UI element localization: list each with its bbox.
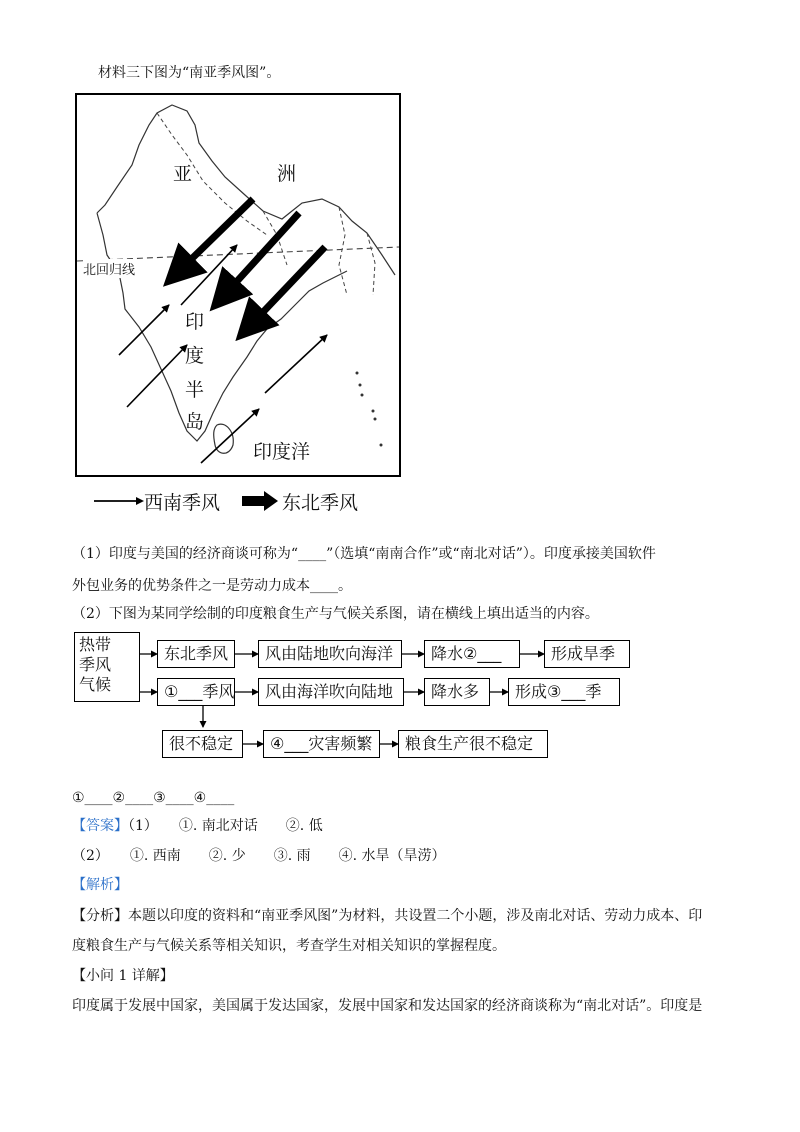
analysis-p1-tag: 【分析】 (72, 908, 128, 924)
box-unstable: 很不稳定 (162, 730, 243, 758)
material-intro: 材料三下图为“南亚季风图”。 (98, 65, 281, 81)
answer-tag: 【答案】 (72, 818, 128, 834)
climate-line-2: 季风 (79, 655, 112, 674)
borders (157, 113, 375, 295)
box-dry-season: 形成旱季 (544, 640, 630, 668)
answer-line1 (72, 817, 323, 835)
islands (356, 372, 383, 447)
box-rain-2: 降水②___ (424, 640, 520, 668)
legend-ne-label: 东北季风 (282, 492, 359, 514)
box-disaster-4: ④___灾害频繁 (263, 730, 380, 758)
analysis-p1-line1 (72, 907, 702, 925)
peninsula-char-2: 度 (185, 345, 205, 367)
box-wind-land-to-sea: 风由陆地吹向海洋 (258, 640, 402, 668)
legend-ne-arrow (242, 496, 264, 506)
map-drawing (77, 95, 399, 475)
analysis-p1-line2: 度粮食生产与气候关系等相关知识，考查学生对相关知识的掌握程度。 (72, 938, 506, 954)
q1-line2: 外包业务的优势条件之一是劳动力成本____。 (72, 578, 352, 594)
blanks-line: ①____②____③____④____ (72, 790, 235, 806)
climate-line-3: 气候 (79, 675, 112, 694)
sub1-tag: 【小问 1 详解】 (72, 968, 174, 984)
box-wind-sea-to-land: 风由海洋吹向陆地 (258, 678, 404, 706)
box-monsoon-1: ①___季风 (157, 678, 235, 706)
box-rain-more: 降水多 (424, 678, 490, 706)
q2-line1: （2）下图为某同学绘制的印度粮食生产与气候关系图，请在横线上填出适当的内容。 (72, 606, 599, 622)
box-season-3: 形成③___季 (508, 678, 620, 706)
peninsula-char-1: 印 (185, 311, 205, 333)
box-ne-monsoon: 东北季风 (157, 640, 235, 668)
legend-sw-label: 西南季风 (144, 492, 221, 514)
analysis-tag: 【解析】 (72, 877, 128, 893)
climate-line-1: 热带 (79, 635, 112, 654)
peninsula-char-3: 半 (185, 379, 205, 401)
q1-line1: （1）印度与美国的经济商谈可称为“____”（选填“南南合作”或“南北对话”）。印度承接美国软件 (72, 546, 656, 562)
label-asia-1: 亚 (173, 163, 193, 185)
box-tropical-monsoon-climate (74, 632, 140, 702)
south-asia-monsoon-map (75, 93, 401, 477)
sub1-line1: 印度属于发展中国家，美国属于发达国家，发展中国家和发达国家的经济商谈称为“南北对话”。印度是 (72, 998, 703, 1014)
answer-line2: （2） ①. 西南 ②. 少 ③. 雨 ④. 水旱（旱涝） (72, 848, 446, 864)
answer-line1-text: （1） ①. 南北对话 ②. 低 (128, 818, 323, 834)
analysis-p1-line1-text: 本题以印度的资料和“南亚季风图”为材料，共设置二个小题，涉及南北对话、劳动力成本、印 (128, 908, 703, 924)
indian-ocean-label: 印度洋 (253, 441, 311, 463)
label-asia-2: 洲 (277, 163, 297, 185)
tropic-label: 北回归线 (83, 259, 135, 278)
peninsula-char-4: 岛 (185, 411, 205, 433)
box-food-unstable: 粮食生产很不稳定 (398, 730, 548, 758)
